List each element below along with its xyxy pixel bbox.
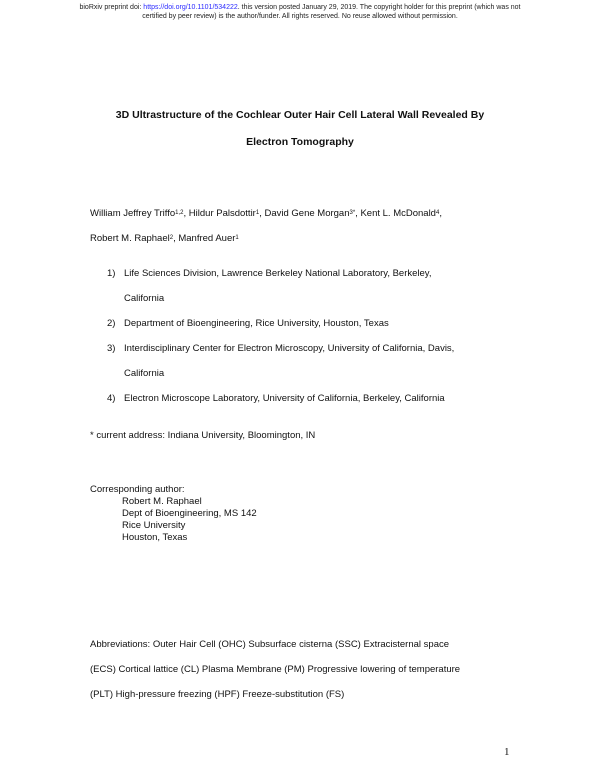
affiliation-number: 4) [107,393,116,404]
corresponding-author-line: Robert M. Raphael [122,496,202,507]
author-name: Robert M. Raphael [90,233,170,244]
paper-title-line-2: Electron Tomography [246,136,354,148]
current-address-note: * current address: Indiana University, Bloomington, IN [90,430,316,441]
header-line-2: certified by peer review) is the author/funder. All rights reserved. No reuse allowed without permission. [142,13,458,20]
page-number: 1 [504,746,510,758]
affiliation-text: California [124,368,165,379]
corresponding-author-line: Dept of Bioengineering, MS 142 [122,508,257,519]
author-affil-sup: 2 [169,235,174,241]
corresponding-author-label: Corresponding author: [90,484,185,495]
preprint-header [30,3,570,21]
affiliation-number: 3) [107,343,116,354]
paper-title-line-1: 3D Ultrastructure of the Cochlear Outer Hair Cell Lateral Wall Revealed By [115,109,485,121]
affiliation-text: Department of Bioengineering, Rice University, Houston, Texas [124,318,389,329]
author-affil-sup: 1 [235,235,239,241]
affiliation-text: Life Sciences Division, Lawrence Berkeley National Laboratory, Berkeley, [124,268,432,279]
author-affil-sup: 1 [255,210,260,216]
author-name: , David Gene Morgan [259,208,350,219]
affiliation-text: Electron Microscope Laboratory, University of California, Berkeley, California [124,393,445,404]
affiliation-text: Interdisciplinary Center for Electron Microscopy, University of California, Davis, [124,343,455,354]
author-name: , Kent L. McDonald [355,208,436,219]
author-name: , Manfred Auer [173,233,236,244]
header-line-1: bioRxiv preprint doi: https://doi.org/10.1101/534222. this version posted January 29, 2019. The copyright holder for this preprint (which was not [79,4,521,11]
affiliation-number: 2) [107,318,116,329]
abbreviations-line: (ECS) Cortical lattice (CL) Plasma Membrane (PM) Progressive lowering of temperature [90,664,461,675]
corresponding-author-line: Rice University [122,520,186,531]
abbreviations-line: (PLT) High-pressure freezing (HPF) Freeze-substitution (FS) [90,689,345,700]
corresponding-author-line: Houston, Texas [122,532,188,543]
doi-link[interactable]: https://doi.org/10.1101/534222 [143,4,238,11]
authors-line-2 [90,233,239,245]
abbreviations-line: Abbreviations: Outer Hair Cell (OHC) Subsurface cisterna (SSC) Extracisternal space [90,639,450,650]
authors-line-1: William Jeffrey Triffo$^{1,2}$, Hildur Palsdottir$^1$, David Gene Morgan$^{3*}$, Kent L. McDonald$^4$, [90,208,442,219]
affiliation-text: California [124,293,165,304]
author-name: , Hildur Palsdottir [183,208,256,219]
affiliation-number: 1) [107,268,116,279]
author-affil-sup: 3* [349,210,356,216]
author-affil-sup: 4 [435,210,440,216]
author-name: William Jeffrey Triffo [90,208,176,219]
author-affil-sup: 1,2 [175,210,184,216]
